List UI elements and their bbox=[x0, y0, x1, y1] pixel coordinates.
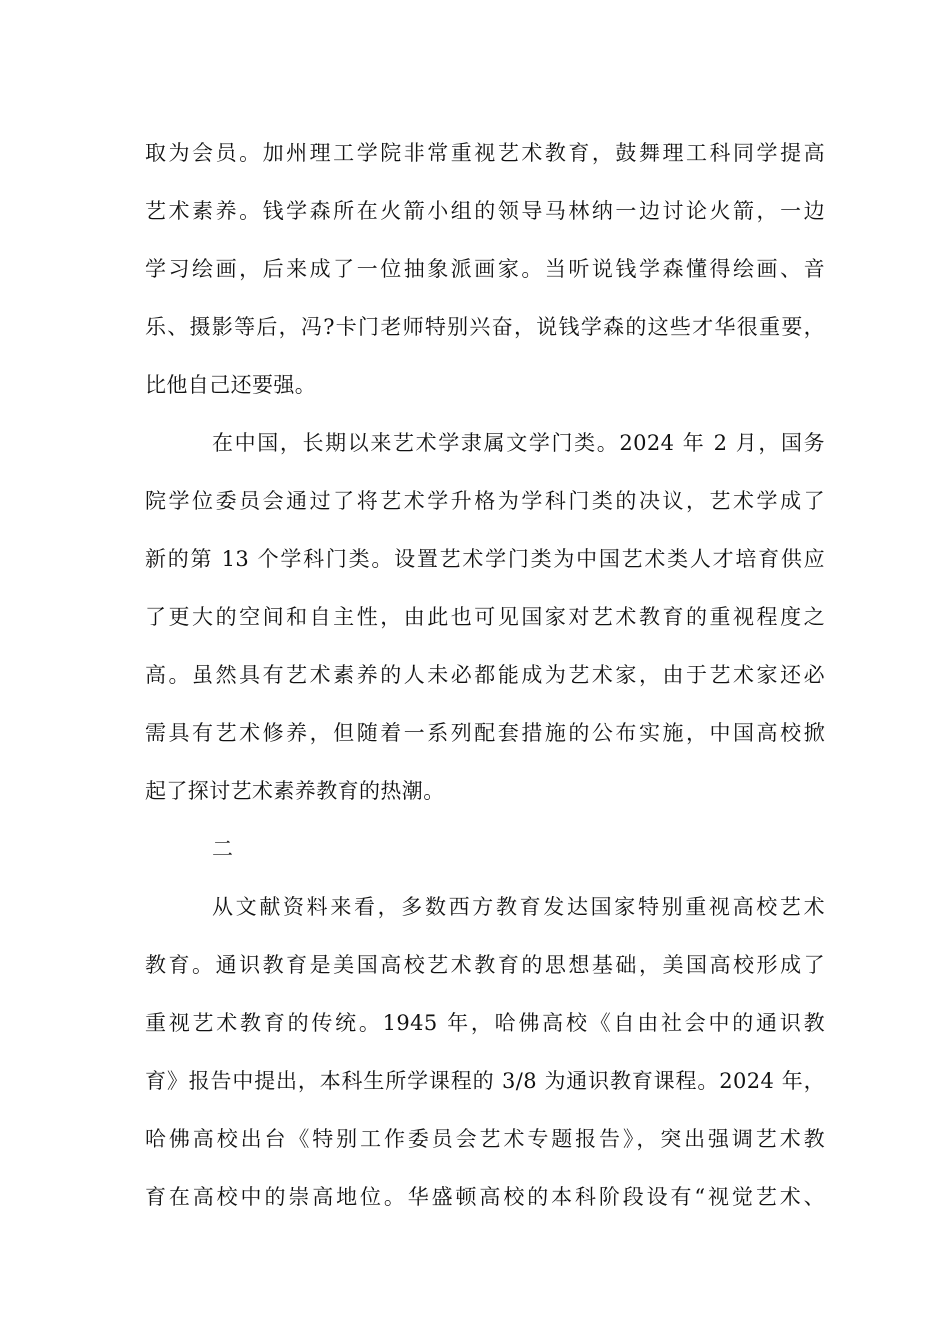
text-line: 起了探讨艺术素养教育的热潮。 bbox=[145, 779, 445, 803]
text-line: 哈佛高校出台《特别工作委员会艺术专题报告》，突出强调艺术教 bbox=[145, 1127, 825, 1151]
text-line: 高。虽然具有艺术素养的人未必都能成为艺术家，由于艺术家还必 bbox=[145, 663, 825, 687]
paragraph-first-line: 从文献资料来看，多数西方教育发达国家特别重视高校艺术 bbox=[212, 895, 825, 919]
text-line: 乐、摄影等后，冯?卡门老师特别兴奋，说钱学森的这些才华很重要， bbox=[145, 315, 825, 339]
text-line: 学习绘画，后来成了一位抽象派画家。当听说钱学森懂得绘画、音 bbox=[145, 257, 825, 281]
text-line: 新的第 13 个学科门类。设置艺术学门类为中国艺术类人才培育供应 bbox=[145, 547, 825, 571]
text-line: 育》报告中提出，本科生所学课程的 3/8 为通识教育课程。2024 年， bbox=[145, 1069, 825, 1093]
text-line: 比他自己还要强。 bbox=[145, 373, 317, 397]
section-heading: 二 bbox=[212, 837, 234, 861]
text-line: 取为会员。加州理工学院非常重视艺术教育，鼓舞理工科同学提高 bbox=[145, 141, 825, 165]
text-line: 院学位委员会通过了将艺术学升格为学科门类的决议，艺术学成了 bbox=[145, 489, 825, 513]
text-line: 育在高校中的崇高地位。华盛顿高校的本科阶段设有“视觉艺术、 bbox=[145, 1185, 825, 1209]
text-line: 重视艺术教育的传统。1945 年，哈佛高校《自由社会中的通识教 bbox=[145, 1011, 825, 1035]
text-line: 教育。通识教育是美国高校艺术教育的思想基础，美国高校形成了 bbox=[145, 953, 825, 977]
text-line: 了更大的空间和自主性，由此也可见国家对艺术教育的重视程度之 bbox=[145, 605, 825, 629]
text-line: 艺术素养。钱学森所在火箭小组的领导马林纳一边讨论火箭，一边 bbox=[145, 199, 825, 223]
text-line: 需具有艺术修养，但随着一系列配套措施的公布实施，中国高校掀 bbox=[145, 721, 825, 745]
paragraph-first-line: 在中国，长期以来艺术学隶属文学门类。2024 年 2 月，国务 bbox=[212, 431, 825, 455]
